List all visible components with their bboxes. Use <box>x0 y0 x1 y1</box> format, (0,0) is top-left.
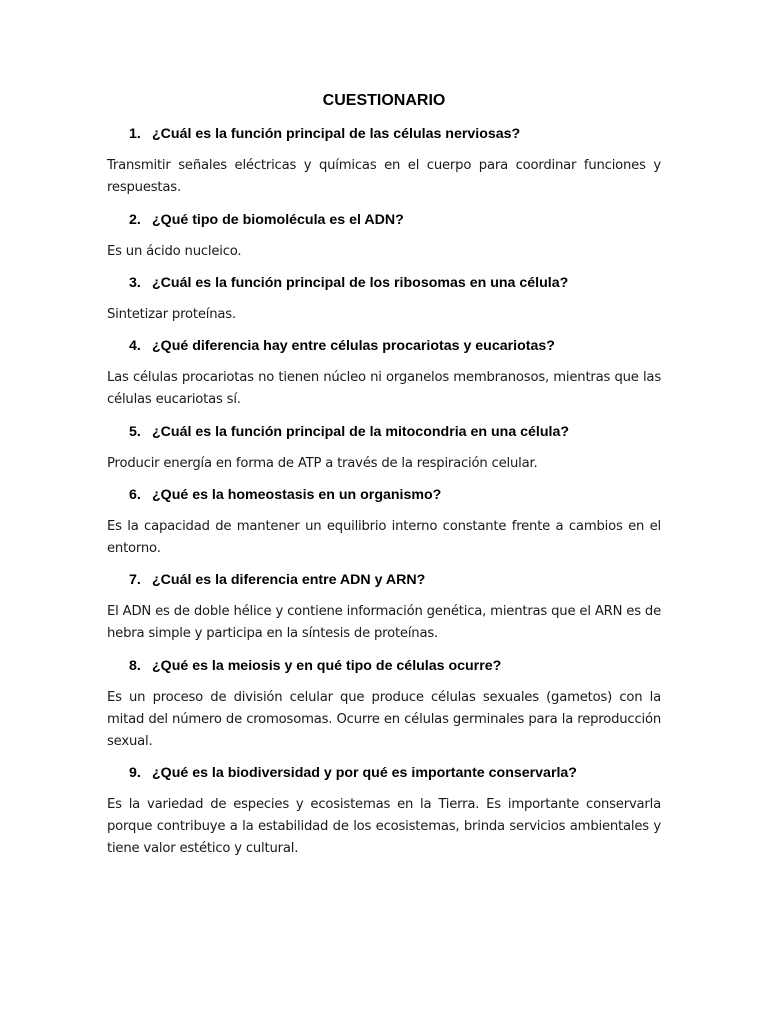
question-7 <box>107 570 661 590</box>
question-number: 5. <box>129 424 141 440</box>
qa-item-3 <box>107 273 661 326</box>
question-text: ¿Qué tipo de biomolécula es el ADN? <box>152 212 404 228</box>
qa-item-9 <box>107 763 661 861</box>
answer-1: Transmitir señales eléctricas y químicas en el cuerpo para coordinar funciones y respuestas. <box>107 158 661 196</box>
answer-9: Es la variedad de especies y ecosistemas en la Tierra. Es importante conservarla porque contribuye a la estabilidad de los ecosistemas, brinda servicios ambientales y tiene valor estético y cultural. <box>107 797 661 857</box>
qa-item-5 <box>107 422 661 475</box>
qa-item-4 <box>107 336 661 411</box>
answer-2: Es un ácido nucleico. <box>107 244 242 259</box>
answer-6: Es la capacidad de mantener un equilibrio interno constante frente a cambios en el entorno. <box>107 519 661 557</box>
question-text: ¿Qué diferencia hay entre células procariotas y eucariotas? <box>152 338 555 354</box>
question-number: 7. <box>129 572 141 588</box>
question-9 <box>107 763 661 783</box>
question-number: 8. <box>129 658 141 674</box>
qa-item-7 <box>107 570 661 645</box>
answer-3: Sintetizar proteínas. <box>107 307 236 322</box>
question-4 <box>107 336 661 356</box>
answer-5: Producir energía en forma de ATP a través de la respiración celular. <box>107 456 538 471</box>
qa-item-8 <box>107 656 661 754</box>
question-text: ¿Cuál es la función principal de las células nerviosas? <box>152 126 521 142</box>
question-text: ¿Qué es la biodiversidad y por qué es importante conservarla? <box>152 765 577 781</box>
question-number: 3. <box>129 275 141 291</box>
question-number: 1. <box>129 126 141 142</box>
question-text: ¿Cuál es la función principal de la mitocondria en una célula? <box>152 424 570 440</box>
answer-7: El ADN es de doble hélice y contiene información genética, mientras que el ARN es de hebra simple y participa en la síntesis de proteínas. <box>107 604 661 642</box>
question-number: 6. <box>129 487 141 503</box>
question-2 <box>107 210 661 230</box>
document-title: CUESTIONARIO <box>322 92 446 109</box>
question-text: ¿Qué es la homeostasis en un organismo? <box>152 487 442 503</box>
question-text: ¿Cuál es la función principal de los ribosomas en una célula? <box>152 275 569 291</box>
question-8 <box>107 656 661 676</box>
answer-4: Las células procariotas no tienen núcleo ni organelos membranosos, mientras que las células eucariotas sí. <box>107 370 661 408</box>
question-number: 9. <box>129 765 141 781</box>
question-5 <box>107 422 661 442</box>
qa-item-6 <box>107 485 661 560</box>
question-3 <box>107 273 661 293</box>
question-number: 4. <box>129 338 141 354</box>
question-6 <box>107 485 661 505</box>
question-text: ¿Cuál es la diferencia entre ADN y ARN? <box>152 572 426 588</box>
qa-item-1 <box>107 124 661 199</box>
question-text: ¿Qué es la meiosis y en qué tipo de células ocurre? <box>152 658 502 674</box>
question-number: 2. <box>129 212 141 228</box>
answer-8: Es un proceso de división celular que produce células sexuales (gametos) con la mitad del número de cromosomas. Ocurre en células germinales para la reproducción sexual. <box>107 690 661 750</box>
question-1 <box>107 124 661 144</box>
qa-item-2 <box>107 210 661 263</box>
